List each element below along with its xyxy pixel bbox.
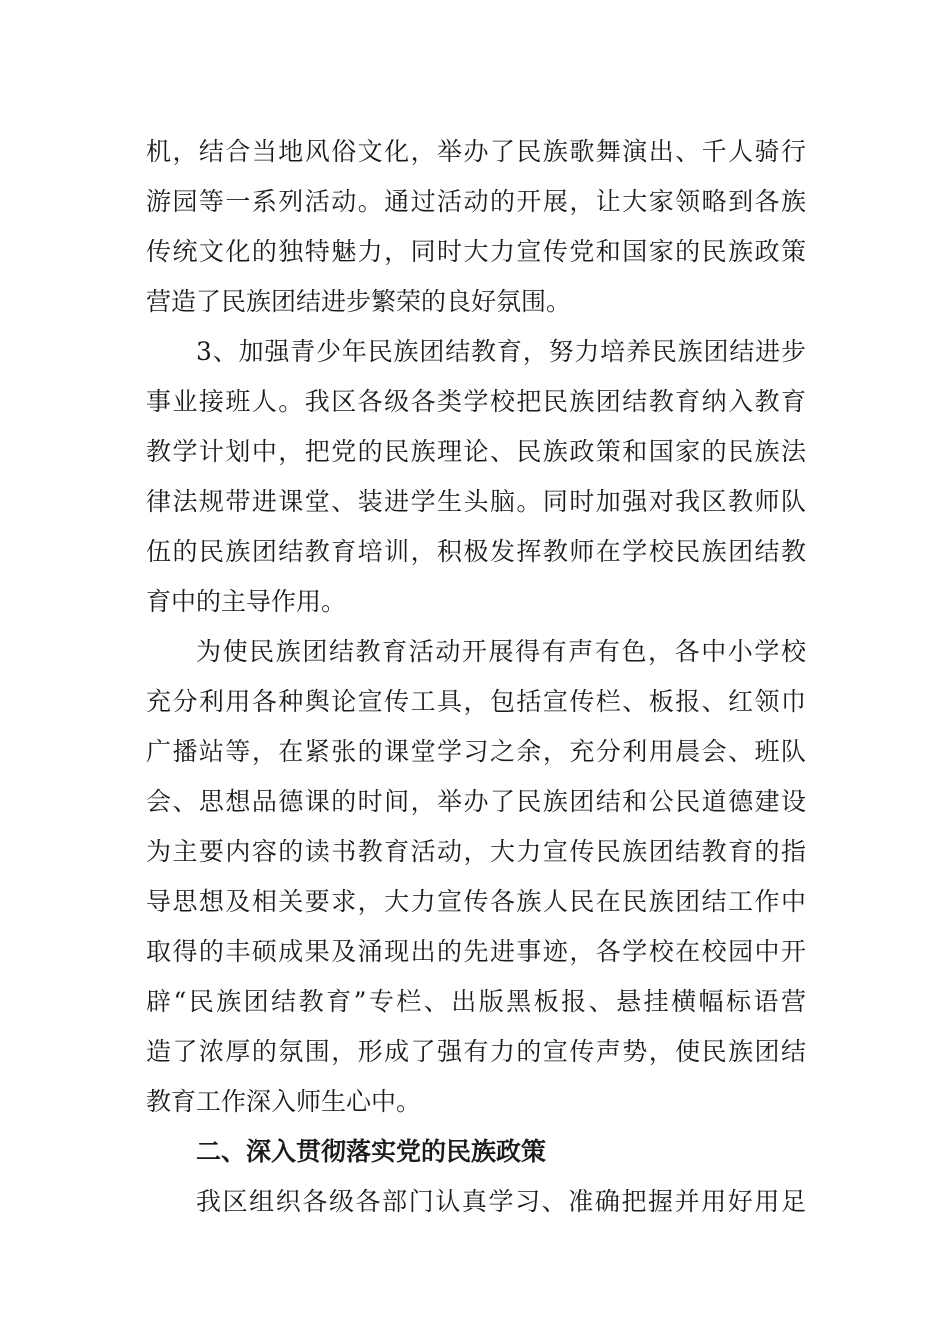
paragraph-1-line-2: 游园等一系列活动。通过活动的开展，让大家领略到各族: [146, 187, 806, 216]
paragraph-3-line-2: 充分利用各种舆论宣传工具，包括宣传栏、板报、红领巾: [146, 687, 806, 716]
paragraph-2-line-2: 事业接班人。我区各级各类学校把民族团结教育纳入教育: [146, 387, 806, 416]
paragraph-1-line-3: 传统文化的独特魅力，同时大力宣传党和国家的民族政策: [146, 237, 806, 266]
paragraph-3-line-7: 取得的丰硕成果及涌现出的先进事迹，各学校在校园中开: [146, 937, 806, 966]
paragraph-3-line-10: 教育工作深入师生心中。: [146, 1087, 422, 1116]
paragraph-1-line-1: 机，结合当地风俗文化，举办了民族歌舞演出、千人骑行: [146, 137, 806, 166]
paragraph-3-line-1: 为使民族团结教育活动开展得有声有色，各中小学校: [196, 637, 806, 666]
paragraph-2-line-5: 伍的民族团结教育培训，积极发挥教师在学校民族团结教: [146, 537, 806, 566]
paragraph-2-line-4: 律法规带进课堂、装进学生头脑。同时加强对我区教师队: [146, 487, 806, 516]
paragraph-3-line-8: 辟“民族团结教育”专栏、出版黑板报、悬挂横幅标语营: [146, 987, 806, 1016]
paragraph-3-line-4: 会、思想品德课的时间，举办了民族团结和公民道德建设: [146, 787, 806, 816]
paragraph-3-line-5: 为主要内容的读书教育活动，大力宣传民族团结教育的指: [146, 837, 806, 866]
section-heading: 二、深入贯彻落实党的民族政策: [196, 1137, 547, 1166]
paragraph-2-line-1: 3、加强青少年民族团结教育，努力培养民族团结进步: [196, 337, 806, 366]
paragraph-3-line-3: 广播站等，在紧张的课堂学习之余，充分利用晨会、班队: [146, 737, 806, 766]
paragraph-2-line-3: 教学计划中，把党的民族理论、民族政策和国家的民族法: [146, 437, 806, 466]
paragraph-3-line-9: 造了浓厚的氛围，形成了强有力的宣传声势，使民族团结: [146, 1037, 806, 1066]
paragraph-1-line-4: 营造了民族团结进步繁荣的良好氛围。: [146, 287, 572, 316]
paragraph-4-line-1: 我区组织各级各部门认真学习、准确把握并用好用足: [196, 1187, 806, 1216]
paragraph-3-line-6: 导思想及相关要求，大力宣传各族人民在民族团结工作中: [146, 887, 806, 916]
paragraph-2-line-6: 育中的主导作用。: [146, 587, 347, 616]
